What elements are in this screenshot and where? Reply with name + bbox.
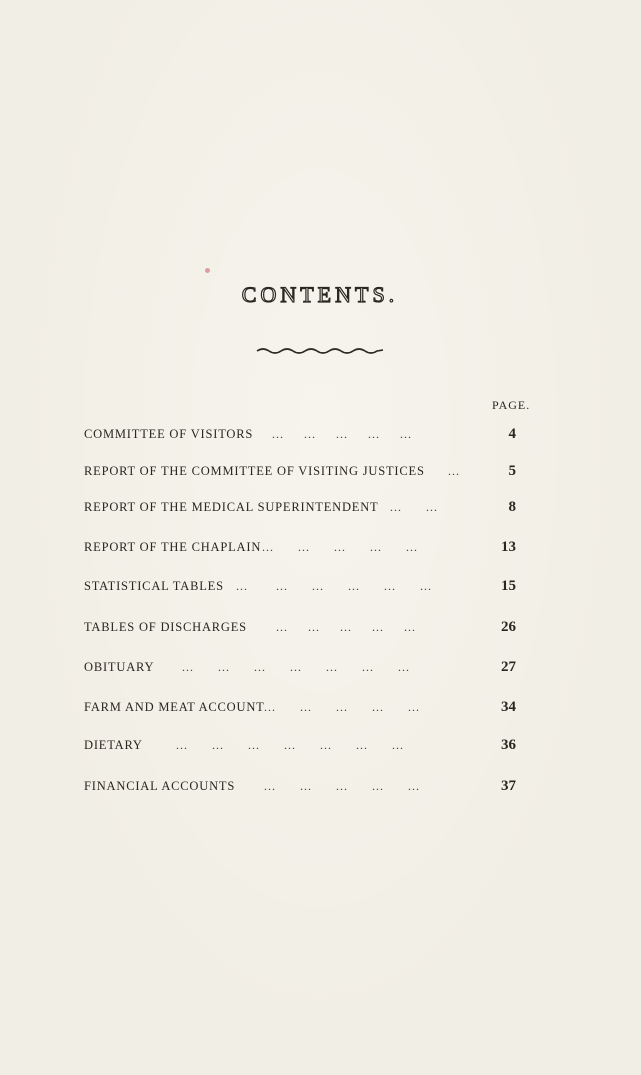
title-flourish <box>255 346 385 356</box>
entry-label: TABLES OF DISCHARGES <box>84 620 247 634</box>
entry-label: REPORT OF THE MEDICAL SUPERINTENDENT <box>84 500 379 514</box>
entry-page-number: 8 <box>508 499 516 515</box>
entry-label: FARM AND MEAT ACCOUNT <box>84 700 265 714</box>
dot-leader: ... ... ... ... ... <box>264 779 420 793</box>
contents-entry <box>84 735 516 755</box>
ink-spot <box>205 268 210 273</box>
dot-leader: ... ... ... ... ... ... ... <box>182 660 410 674</box>
entry-page-number: 26 <box>501 619 516 635</box>
dot-leader: ... ... ... ... ... ... <box>236 579 432 593</box>
entry-label: FINANCIAL ACCOUNTS <box>84 779 236 793</box>
contents-entry <box>84 776 516 796</box>
contents-entry <box>84 617 516 637</box>
dot-leader: ... ... ... ... ... <box>264 700 420 714</box>
contents-entry <box>84 657 516 677</box>
contents-entry <box>84 461 516 481</box>
entry-page-number: 34 <box>501 699 516 715</box>
dot-leader: ... ... ... ... ... <box>272 427 412 441</box>
entry-label: COMMITTEE OF VISITORS <box>84 427 254 441</box>
entry-label: REPORT OF THE COMMITTEE OF VISITING JUSTICES <box>84 464 425 478</box>
entry-page-number: 27 <box>501 659 516 675</box>
dot-leader: ... ... <box>390 500 438 514</box>
entry-page-number: 36 <box>501 737 516 753</box>
contents-entry <box>84 497 516 517</box>
entry-page-number: 5 <box>508 463 516 479</box>
entry-label: OBITUARY <box>84 660 155 674</box>
entry-page-number: 37 <box>501 778 516 794</box>
contents-entry <box>84 424 516 444</box>
entry-label: STATISTICAL TABLES <box>84 579 224 593</box>
contents-entry <box>84 576 516 596</box>
dot-leader: ... ... ... ... ... ... ... <box>176 738 404 752</box>
dot-leader: ... <box>448 464 460 478</box>
dot-leader: ... ... ... ... ... <box>276 620 416 634</box>
entry-label: REPORT OF THE CHAPLAIN <box>84 540 262 554</box>
contents-entry <box>84 697 516 717</box>
entry-page-number: 4 <box>508 426 516 442</box>
entry-page-number: 13 <box>501 539 516 555</box>
entry-page-number: 15 <box>501 578 516 594</box>
dot-leader: ... ... ... ... ... <box>262 540 418 554</box>
page-column-header: PAGE. <box>492 398 531 412</box>
entry-label: DIETARY <box>84 738 143 752</box>
contents-entry <box>84 537 516 557</box>
page-title: CONTENTS. <box>241 282 399 307</box>
